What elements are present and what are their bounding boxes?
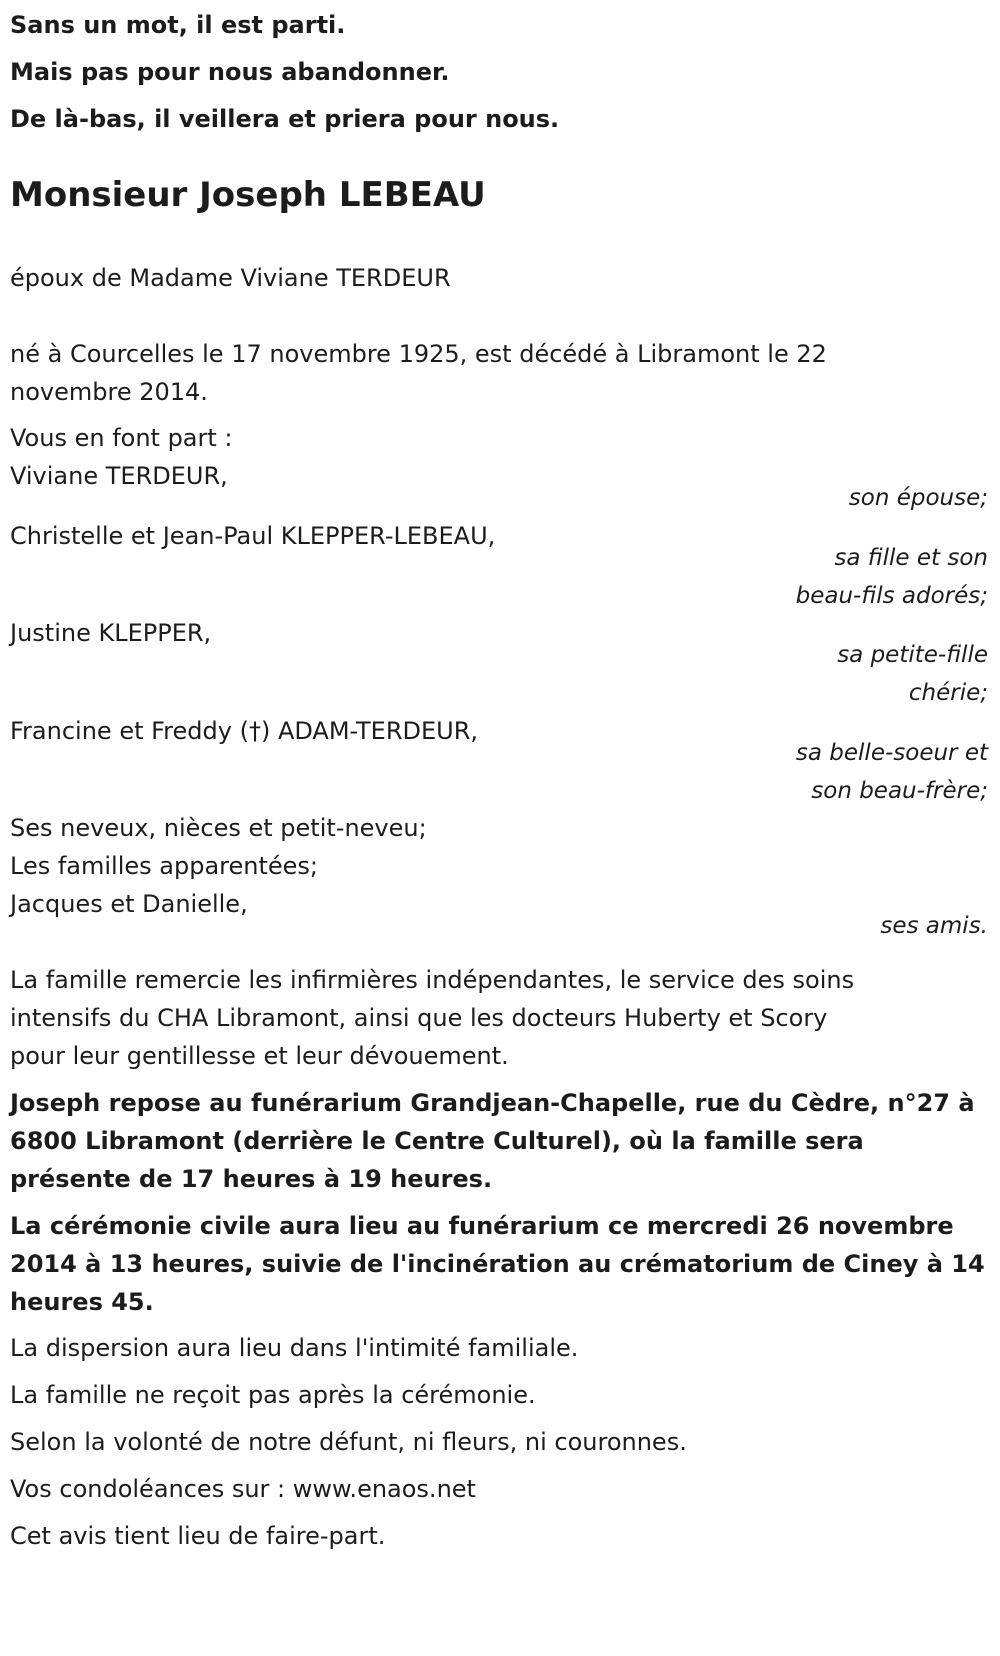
other-mourners-line: Ses neveux, nièces et petit-neveu; bbox=[10, 814, 427, 842]
closing-line: La famille ne reçoit pas après la cérémonie. bbox=[10, 1381, 536, 1409]
funerarium-line: 6800 Libramont (derrière le Centre Culturel), où la famille sera bbox=[10, 1127, 864, 1155]
thanks-line: pour leur gentillesse et leur dévouement. bbox=[10, 1042, 509, 1070]
thanks-line: intensifs du CHA Libramont, ainsi que les docteurs Huberty et Scory bbox=[10, 1004, 828, 1032]
family-member-relation: chérie; bbox=[908, 680, 988, 706]
family-member-relation: sa fille et son bbox=[834, 545, 988, 571]
condolences-line: Vos condoléances sur : www.enaos.net bbox=[10, 1475, 476, 1503]
ceremony-line: La cérémonie civile aura lieu au funérarium ce mercredi 26 novembre bbox=[10, 1212, 954, 1240]
ceremony-line: heures 45. bbox=[10, 1288, 154, 1316]
funerarium-line: présente de 17 heures à 19 heures. bbox=[10, 1165, 493, 1193]
family-member-relation: beau-fils adorés; bbox=[795, 583, 988, 609]
other-mourners-line: Les familles apparentées; bbox=[10, 852, 319, 880]
family-member-relation: son épouse; bbox=[848, 485, 988, 511]
family-member-names: Viviane TERDEUR, bbox=[10, 462, 228, 490]
family-member-names: Francine et Freddy (†) ADAM-TERDEUR, bbox=[10, 717, 479, 745]
family-member-names: Christelle et Jean-Paul KLEPPER-LEBEAU, bbox=[10, 522, 496, 550]
family-member-relation: son beau-frère; bbox=[811, 778, 988, 804]
ceremony-line: 2014 à 13 heures, suivie de l'incinération au crématorium de Ciney à 14 bbox=[10, 1250, 985, 1278]
birth-death-line-2: novembre 2014. bbox=[10, 378, 208, 406]
poem-line-2: Mais pas pour nous abandonner. bbox=[10, 58, 450, 86]
spouse-line: époux de Madame Viviane TERDEUR bbox=[10, 264, 451, 292]
family-member-relation: sa petite-fille bbox=[837, 642, 988, 668]
poem-line-1: Sans un mot, il est parti. bbox=[10, 11, 346, 39]
family-member-relation: sa belle-soeur et bbox=[795, 740, 988, 766]
friends-relation: ses amis. bbox=[880, 913, 988, 939]
closing-line: Cet avis tient lieu de faire-part. bbox=[10, 1522, 386, 1550]
birth-death-line-1: né à Courcelles le 17 novembre 1925, est décédé à Libramont le 22 bbox=[10, 340, 827, 368]
other-mourners-line: Jacques et Danielle, bbox=[10, 890, 248, 918]
closing-line: Selon la volonté de notre défunt, ni fleurs, ni couronnes. bbox=[10, 1428, 687, 1456]
closing-line: La dispersion aura lieu dans l'intimité familiale. bbox=[10, 1334, 579, 1362]
thanks-line: La famille remercie les infirmières indépendantes, le service des soins bbox=[10, 966, 855, 994]
family-member-names: Justine KLEPPER, bbox=[10, 619, 212, 647]
announcement-intro: Vous en font part : bbox=[10, 424, 233, 452]
deceased-name: Monsieur Joseph LEBEAU bbox=[10, 175, 486, 215]
funerarium-line: Joseph repose au funérarium Grandjean-Chapelle, rue du Cèdre, n°27 à bbox=[10, 1089, 975, 1117]
poem-line-3: De là-bas, il veillera et priera pour nous. bbox=[10, 105, 560, 133]
